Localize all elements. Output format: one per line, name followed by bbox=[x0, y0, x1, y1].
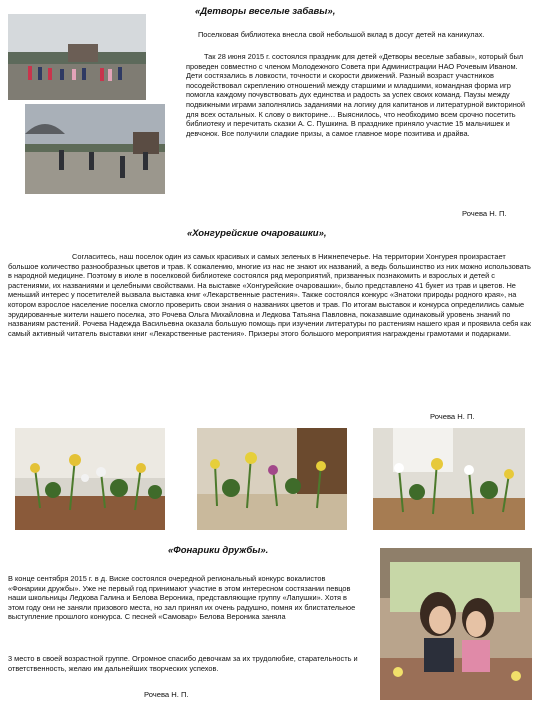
photo-bouquets-exhibition-1 bbox=[15, 428, 165, 530]
section1-signature: Рочева Н. П. bbox=[462, 209, 507, 218]
section3-paragraph-2: 3 место в своей возрастной группе. Огромное спасибо девочкам за их трудолюбие, старательность и ответственность, желаю им дальнейших творческих успехов. bbox=[8, 654, 358, 673]
section1-paragraph-1: Поселковая библиотека внесла свой небольшой вклад в досуг детей на каникулах. bbox=[198, 30, 485, 39]
photo-two-girls-singers bbox=[380, 548, 532, 700]
photo-children-outdoor-games bbox=[8, 14, 146, 100]
section2-paragraph-1: Согласитесь, наш поселок один из самых красивых и самых зеленых в Нижнепечерье. На территории Хонгурея произрастает большое количество разнообразных цветов и трав. К сожалению, многие из нас не знают их названий, а ведь большинство из них можно использовать в народной медицине. Поэтому в июле в поселковой библиотеке состоялся ряд мероприятий, призванных познакомить и взрослых и детей с растениями, их названиями и целебными свойствами. На выставке «Хонгурейские очаровашки», было представлено 41 букет из трав и цветов. Не меньший интерес у посетителей вызвала выставка книг «Лекарственные растения». Также состоялся конкурс «Знатоки природы родного края», на котором взрослое население поселка смогло проверить свои знания о названиях цветов и трав. По итогам выставок и конкурса определились самые эрудированные жители нашего поселка, это Рочева Ольга Михайловна и Ледкова Татьяна Павловна, показавшие одинаковый уровень знаний по названиям растений. Рочева Надежда Васильевна оказала большую помощь при изучении литературы по растениям нашего края и проявила себя как самый активный читатель выставки книг «Лекарственные растения». Призеры этого большого мероприятия награждены грамотами и подарками. bbox=[8, 252, 532, 338]
section1-title: «Детворы веселые забавы», bbox=[195, 6, 336, 17]
section3-signature: Рочева Н. П. bbox=[144, 690, 189, 699]
section3-title: «Фонарики дружбы». bbox=[168, 545, 269, 556]
photo-bouquets-exhibition-2 bbox=[197, 428, 347, 530]
section3-paragraph-1: В конце сентября 2015 г. в д. Виске состоялся очередной региональный конкурс вокалистов «Фонарики дружбы». Уже не первый год принимают участие в этом интересном состязании певцов наши школьницы Ледкова Галина и Белова Вероника, представляющие группу «Лапушки». Хотя в этом году они не заняли призового места, но зал принял их очень радушно, помня их блистательное выступление прошлого конкурса. С песней «Самовар» Белова Вероника заняла bbox=[8, 574, 356, 622]
section2-signature: Рочева Н. П. bbox=[430, 412, 475, 421]
photo-children-race bbox=[25, 104, 165, 194]
section2-title: «Хонгурейские очаровашки», bbox=[187, 228, 327, 239]
photo-bouquets-exhibition-3 bbox=[373, 428, 525, 530]
section1-paragraph-2: Так 28 июня 2015 г. состоялся праздник для детей «Детворы веселые забавы», который был проведен совместно с членом Молодежного Совета при Администрации НАО Рочевым Иваном. Дети состязались в ловкости, точности и скорости движений. Разный возраст участников посодействовал скреплению отношений между старшими и младшими, командная форма игр помогла каждому почувствовать дух единства и радость за успех своих команд. Паузы между подвижными играми заполнялись заданиями на логику для капитанов и литературной викториной для всех остальных. К слову о викторине… Выяснилось, что необходимо всем срочно посетить библиотеку и перечитать сказки А. С. Пушкина. В празднике приняло участие 15 мальчишек и девчонок. Все получили сладкие призы, а самое главное море позитива и драйва. bbox=[186, 52, 526, 138]
